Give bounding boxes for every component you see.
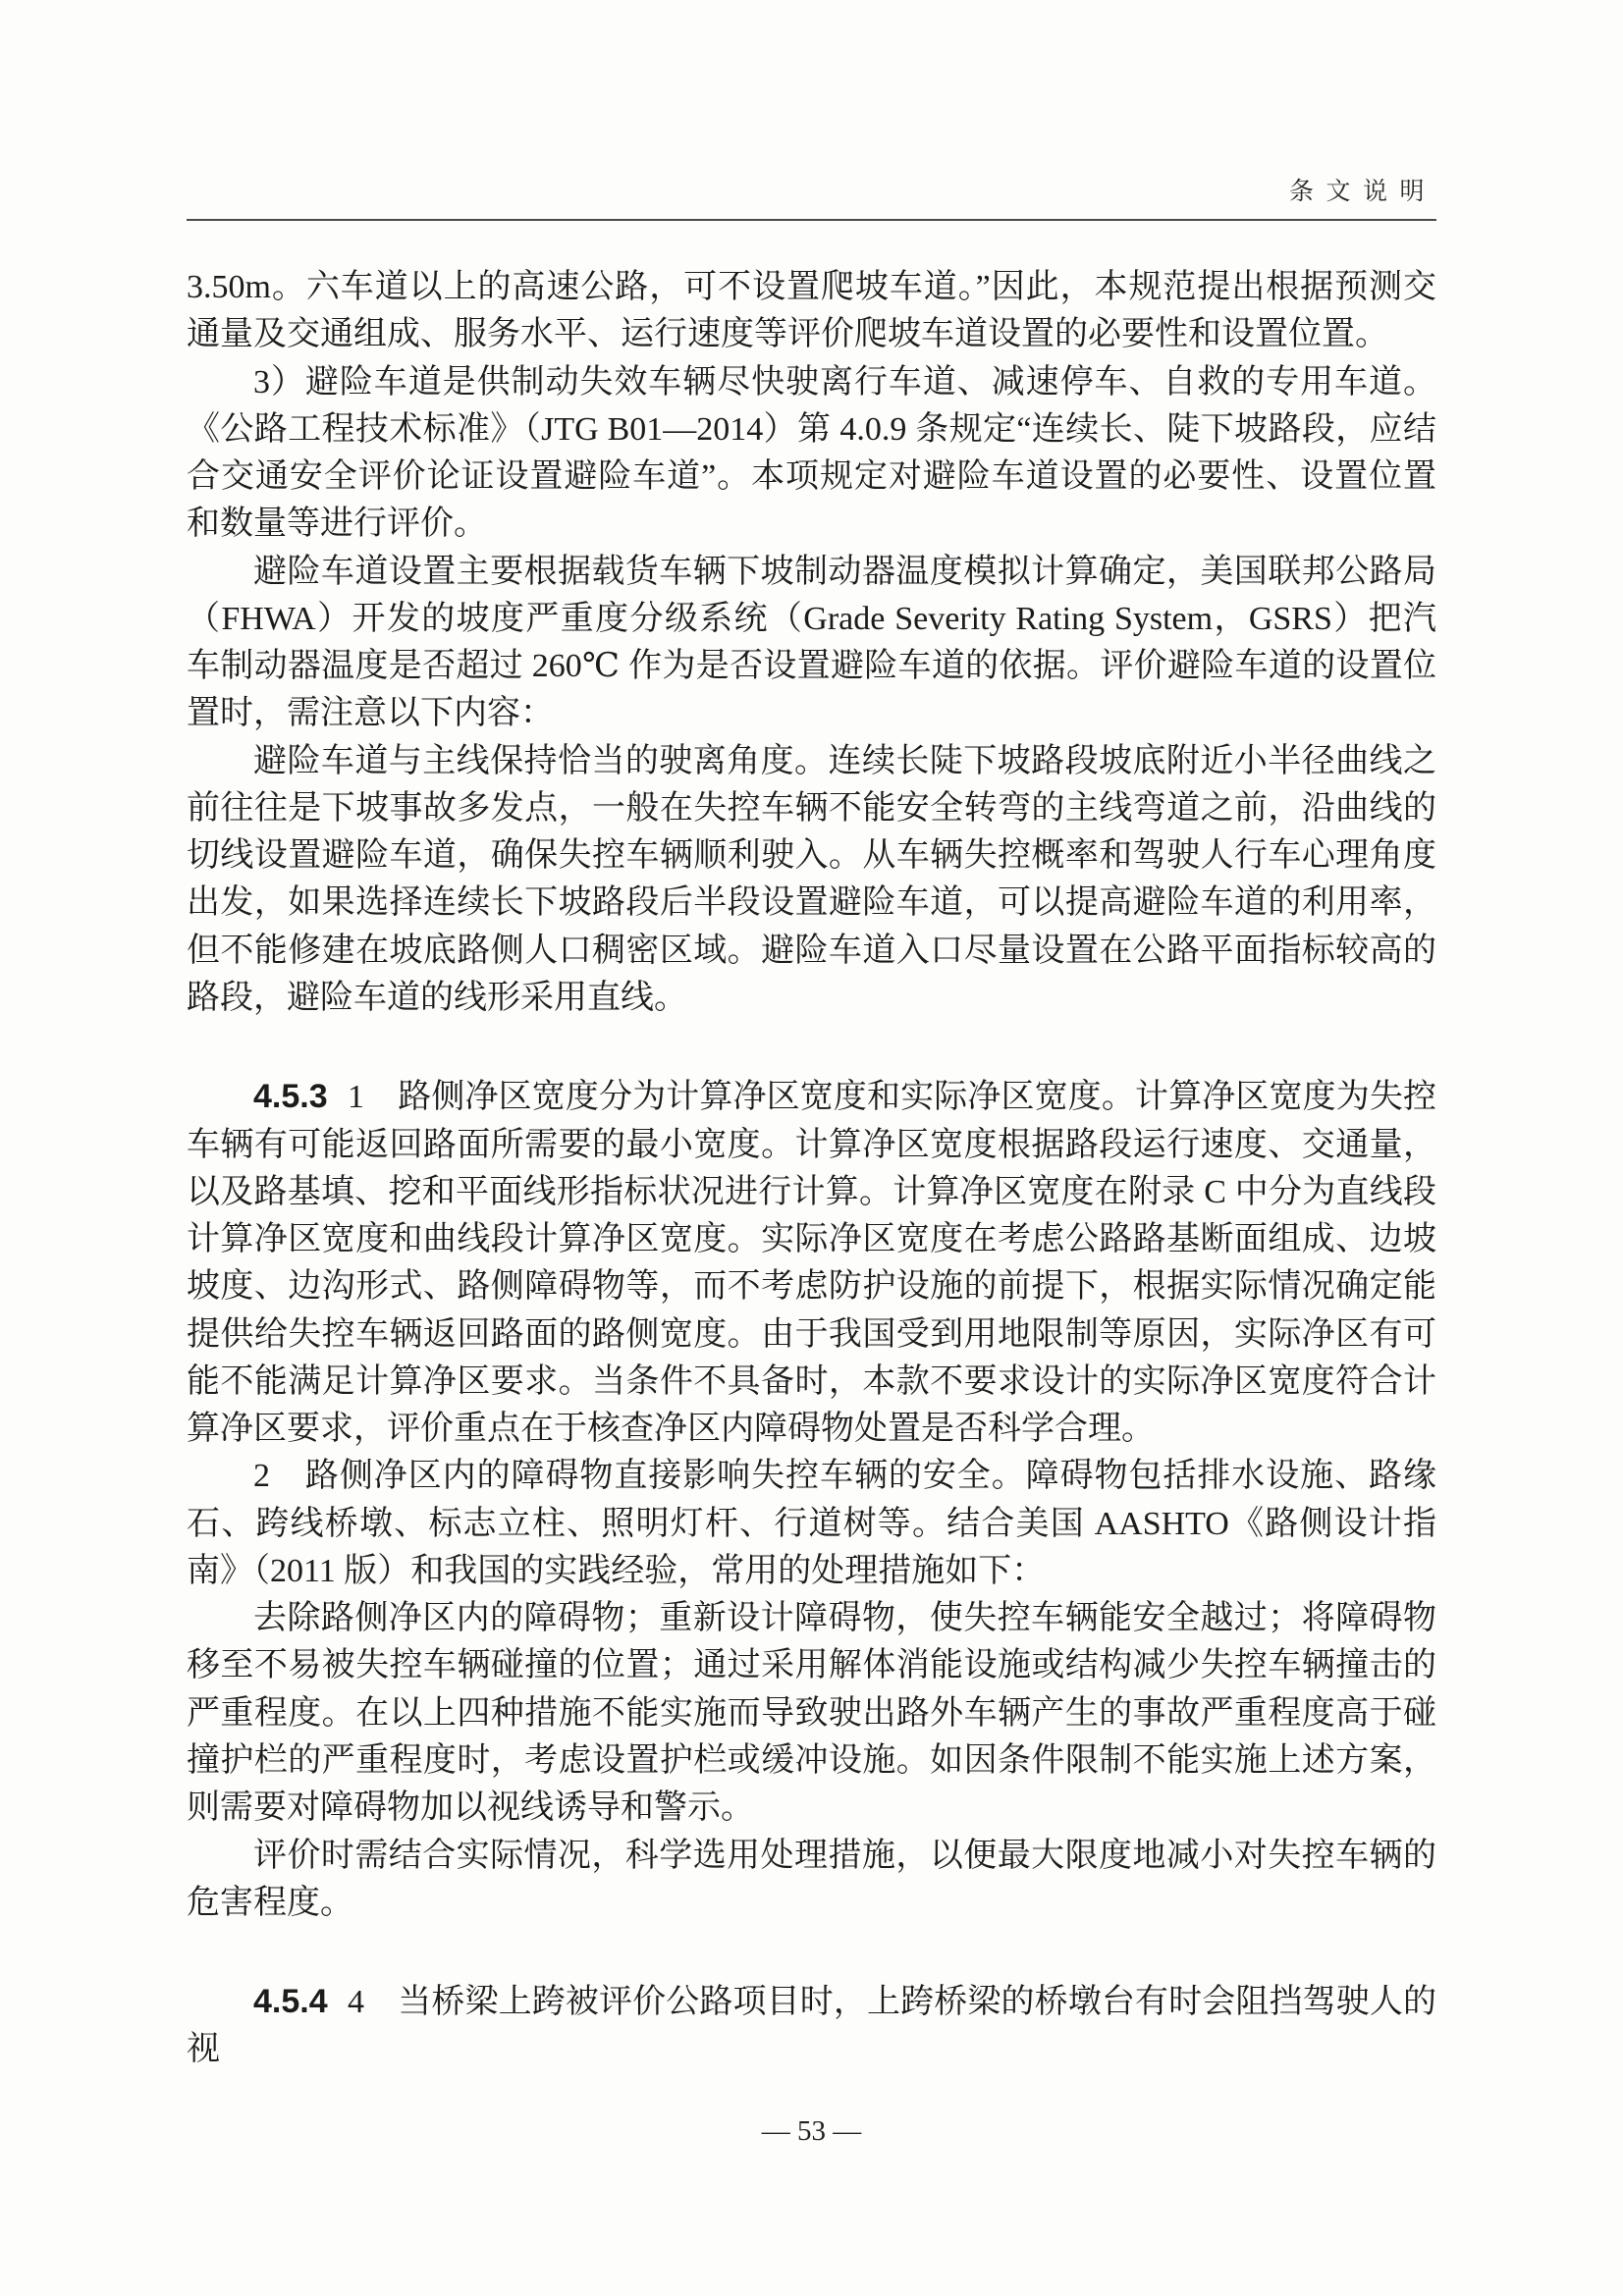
paragraph-text: 去除路侧净区内的障碍物；重新设计障碍物，使失控车辆能安全越过；将障碍物移至不易被失控车辆碰撞的位置；通过采用解体消能设施或结构减少失控车辆撞击的严重程度。在以上四种措施不能实施而导致驶出路外车辆产生的事故严重程度高于碰撞护栏的严重程度时，考虑设置护栏或缓冲设施。如因条件限制不能实施上述方案，则需要对障碍物加以视线诱导和警示。 bbox=[187, 1600, 1436, 1827]
header-divider bbox=[187, 219, 1436, 221]
page-number: — 53 — bbox=[761, 2114, 862, 2147]
paragraph bbox=[187, 549, 1436, 738]
paragraph-text: 4 当桥梁上跨被评价公路项目时，上跨桥梁的桥墩台有时会阻挡驾驶人的视 bbox=[187, 1984, 1436, 2068]
paragraph-text: 3.50m。六车道以上的高速公路，可不设置爬坡车道。”因此，本规范提出根据预测交通量及交通组成、服务水平、运行速度等评价爬坡车道设置的必要性和设置位置。 bbox=[187, 269, 1436, 353]
paragraph-text: 评价时需结合实际情况，科学选用处理措施，以便最大限度地减小对失控车辆的危害程度。 bbox=[187, 1837, 1436, 1921]
paragraph-text: 避险车道设置主要根据载货车辆下坡制动器温度模拟计算确定，美国联邦公路局（FHWA）开发的坡度严重度分级系统（Grade Severity Rating System，GSRS）把汽车制动器温度是否超过 260℃ 作为是否设置避险车道的依据。评价避险车道的设置位置时，需注意以下内容： bbox=[187, 553, 1436, 732]
clause-number: 4.5.3 bbox=[253, 1078, 328, 1116]
paragraph-text: 1 路侧净区宽度分为计算净区宽度和实际净区宽度。计算净区宽度为失控车辆有可能返回路面所需要的最小宽度。计算净区宽度根据路段运行速度、交通量，以及路基填、挖和平面线形指标状况进行计算。计算净区宽度在附录 C 中分为直线段计算净区宽度和曲线段计算净区宽度。实际净区宽度在考虑公路路基断面组成、边坡坡度、边沟形式、路侧障碍物等，而不考虑防护设施的前提下，根据实际情况确定能提供给失控车辆返回路面的路侧宽度。由于我国受到用地限制等原因，实际净区有可能不能满足计算净区要求。当条件不具备时，本款不要求设计的实际净区宽度符合计算净区要求，评价重点在于核查净区内障碍物处置是否科学合理。 bbox=[187, 1079, 1436, 1448]
paragraph bbox=[187, 738, 1436, 1023]
paragraph-clause-4-5-3 bbox=[187, 1073, 1436, 1453]
paragraph-text: 3）避险车道是供制动失效车辆尽快驶离行车道、减速停车、自救的专用车道。《公路工程技术标准》（JTG B01—2014）第 4.0.9 条规定“连续长、陡下坡路段，应结合交通安全评价论证设置避险车道”。本项规定对避险车道设置的必要性、设置位置和数量等进行评价。 bbox=[187, 363, 1436, 543]
paragraph-text: 避险车道与主线保持恰当的驶离角度。连续长陡下坡路段坡底附近小半径曲线之前往往是下坡事故多发点，一般在失控车辆不能安全转弯的主线弯道之前，沿曲线的切线设置避险车道，确保失控车辆顺利驶入。从车辆失控概率和驾驶人行车心理角度出发，如果选择连续长下坡路段后半段设置避险车道，可以提高避险车道的利用率，但不能修建在坡底路侧人口稠密区域。避险车道入口尽量设置在公路平面指标较高的路段，避险车道的线形采用直线。 bbox=[187, 742, 1436, 1016]
document-body bbox=[187, 264, 1436, 2074]
paragraph bbox=[187, 359, 1436, 549]
paragraph-text: 2 路侧净区内的障碍物直接影响失控车辆的安全。障碍物包括排水设施、路缘石、跨线桥墩、标志立柱、照明灯杆、行道树等。结合美国 AASHTO《路侧设计指南》（2011 版）和我国的实践经验，常用的处理措施如下： bbox=[187, 1458, 1436, 1589]
paragraph bbox=[187, 1595, 1436, 1832]
page-header-title: 条文说明 bbox=[1288, 179, 1436, 205]
paragraph-clause-4-5-4 bbox=[187, 1978, 1436, 2074]
paragraph bbox=[187, 264, 1436, 359]
paragraph bbox=[187, 1453, 1436, 1595]
paragraph bbox=[187, 1833, 1436, 1928]
clause-number: 4.5.4 bbox=[253, 1983, 328, 2021]
